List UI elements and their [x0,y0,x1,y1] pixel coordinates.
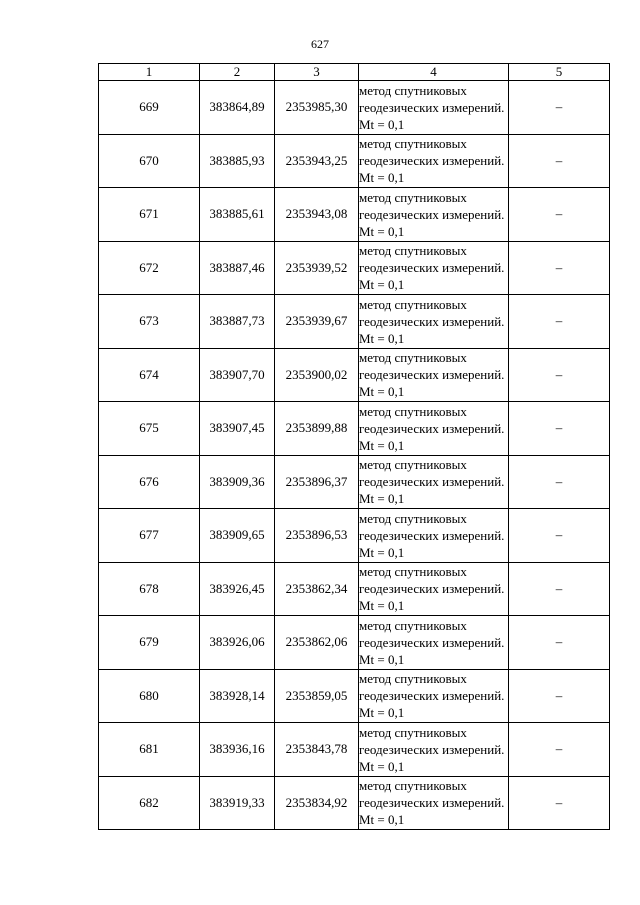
page-number: 627 [311,37,329,51]
point-number-cell: 672 [99,241,200,295]
y-coordinate-cell: 2353859,05 [275,669,359,723]
y-coordinate-cell: 2353943,25 [275,134,359,188]
point-number-cell: 679 [99,616,200,670]
point-number-cell: 669 [99,81,200,135]
point-number-cell: 670 [99,134,200,188]
point-number-cell: 677 [99,509,200,563]
table-row [99,669,610,723]
note-cell: – [509,241,610,295]
y-coordinate-cell: 2353862,34 [275,562,359,616]
method-cell: метод спутниковых геодезических измерений. Mt = 0,1 [359,241,509,295]
x-coordinate-cell: 383907,45 [200,402,275,456]
x-coordinate-cell: 383909,65 [200,509,275,563]
table-row [99,348,610,402]
table-row [99,455,610,509]
point-number-cell: 675 [99,402,200,456]
table-row [99,509,610,563]
table-row [99,188,610,242]
note-cell: – [509,188,610,242]
note-cell: – [509,509,610,563]
y-coordinate-cell: 2353939,52 [275,241,359,295]
note-cell: – [509,295,610,349]
table-row [99,295,610,349]
column-header: 5 [509,64,610,81]
table-row [99,616,610,670]
y-coordinate-cell: 2353939,67 [275,295,359,349]
y-coordinate-cell: 2353899,88 [275,402,359,456]
method-cell: метод спутниковых геодезических измерений. Mt = 0,1 [359,455,509,509]
note-cell: – [509,81,610,135]
note-cell: – [509,562,610,616]
y-coordinate-cell: 2353896,37 [275,455,359,509]
note-cell: – [509,723,610,777]
x-coordinate-cell: 383926,06 [200,616,275,670]
table-body [99,81,610,830]
point-number-cell: 671 [99,188,200,242]
point-number-cell: 673 [99,295,200,349]
y-coordinate-cell: 2353896,53 [275,509,359,563]
note-cell: – [509,616,610,670]
method-cell: метод спутниковых геодезических измерений. Mt = 0,1 [359,562,509,616]
table-row [99,776,610,830]
method-cell: метод спутниковых геодезических измерений. Mt = 0,1 [359,723,509,777]
x-coordinate-cell: 383936,16 [200,723,275,777]
note-cell: – [509,402,610,456]
x-coordinate-cell: 383909,36 [200,455,275,509]
method-cell: метод спутниковых геодезических измерений. Mt = 0,1 [359,134,509,188]
x-coordinate-cell: 383887,46 [200,241,275,295]
table-row [99,241,610,295]
point-number-cell: 676 [99,455,200,509]
y-coordinate-cell: 2353985,30 [275,81,359,135]
y-coordinate-cell: 2353843,78 [275,723,359,777]
x-coordinate-cell: 383887,73 [200,295,275,349]
x-coordinate-cell: 383919,33 [200,776,275,830]
table-header-row [99,64,610,81]
coordinates-table [98,63,610,830]
x-coordinate-cell: 383926,45 [200,562,275,616]
column-header: 4 [359,64,509,81]
column-header: 3 [275,64,359,81]
y-coordinate-cell: 2353900,02 [275,348,359,402]
note-cell: – [509,455,610,509]
x-coordinate-cell: 383928,14 [200,669,275,723]
method-cell: метод спутниковых геодезических измерений. Mt = 0,1 [359,669,509,723]
table-row [99,723,610,777]
point-number-cell: 682 [99,776,200,830]
method-cell: метод спутниковых геодезических измерений. Mt = 0,1 [359,402,509,456]
point-number-cell: 681 [99,723,200,777]
method-cell: метод спутниковых геодезических измерений. Mt = 0,1 [359,348,509,402]
x-coordinate-cell: 383907,70 [200,348,275,402]
method-cell: метод спутниковых геодезических измерений. Mt = 0,1 [359,295,509,349]
method-cell: метод спутниковых геодезических измерений. Mt = 0,1 [359,81,509,135]
x-coordinate-cell: 383885,61 [200,188,275,242]
table-row [99,402,610,456]
note-cell: – [509,776,610,830]
method-cell: метод спутниковых геодезических измерений. Mt = 0,1 [359,616,509,670]
table-row [99,134,610,188]
y-coordinate-cell: 2353834,92 [275,776,359,830]
x-coordinate-cell: 383885,93 [200,134,275,188]
y-coordinate-cell: 2353862,06 [275,616,359,670]
method-cell: метод спутниковых геодезических измерений. Mt = 0,1 [359,509,509,563]
point-number-cell: 678 [99,562,200,616]
note-cell: – [509,348,610,402]
method-cell: метод спутниковых геодезических измерений. Mt = 0,1 [359,776,509,830]
y-coordinate-cell: 2353943,08 [275,188,359,242]
note-cell: – [509,134,610,188]
point-number-cell: 674 [99,348,200,402]
point-number-cell: 680 [99,669,200,723]
table-row [99,562,610,616]
column-header: 2 [200,64,275,81]
column-header: 1 [99,64,200,81]
note-cell: – [509,669,610,723]
x-coordinate-cell: 383864,89 [200,81,275,135]
table-row [99,81,610,135]
method-cell: метод спутниковых геодезических измерений. Mt = 0,1 [359,188,509,242]
